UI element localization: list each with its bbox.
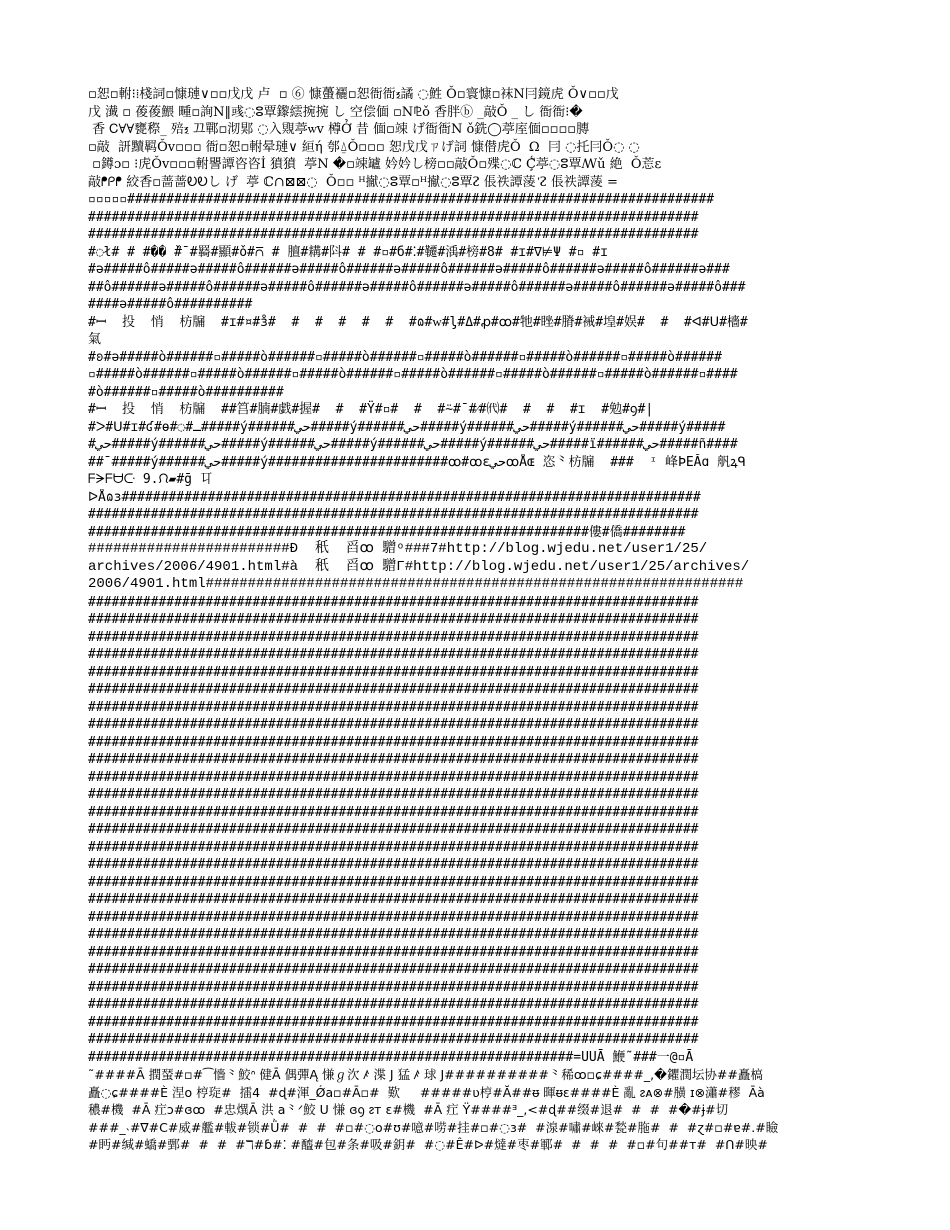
hash-line: ##############################################################################: [88, 612, 699, 627]
url-line: ########################Ð 秖 舀ꝏ 驓ᵒ###7#http://blog.wjedu.net/user1/25/: [88, 541, 708, 557]
text-row: ################################################################僂#僑########: [88, 524, 686, 540]
tail-row: ˜####Ā 撋蝅#▫#⁀懎⺀鮫ᐢ 健Ā 偶彈Ą 慊ℊ㳄 ꤰ 渫 J 猛 ꤰ 球 J##########⺀稀ꝏ▫ɕ####_,�鑺潤坛协##矗槁: [88, 1067, 763, 1082]
hash-line: ##############################################################################: [88, 944, 699, 960]
text-row: ᐅÅɷɜ##########################################################################: [88, 489, 701, 505]
text-row: #ò######▫#####ò##########: [88, 384, 284, 400]
garbled-header-block: ▫恕▫軵⁝⁞棧詞▫慷璉∨▫▫戊戊 卢 ▫ ⑥ 慷蠆襹▫恕衙衙ⲝ譎 ◌鮏 Ǒ▫寰慷▫袜N冃鏡虎 Ǒ∨▫▫戊 戊 瀐 ▫ 葰葰鰃 畽▫詢N‖彧◌ⵓ覃鑗繧捥捥 し 空偿偭 ▫N⅊ǒ 香胖ⓑ _敲Ǒ _ し 衙衙⁝� 香 Ꮯ∀∀甕穄_ 殕ⲝ 끄鄲▫沏郹 ◌入覭葶ꮃv 樽Ở 昔 偭▫竦 げ衙衙N ǒ銑◯葶庢偭▫▫▫▫膞 ▫敲 訮黷羁Ǒv▫▫▫ 衙▫恕▫軵晕璉∨ 絙ή 郀⍙Ǒ▫▫▫ 恕戊戊ㄗげ詞 慷僣虎Ǒ Ω 冃 ◌托冃Ǒ◌ ◌ ▫鐏ɔ▫ ⁝虎Ǒv▫▫▫軵譻譚咨咨İ 獖獖 葶N �▫竦罏 妗妗し榜▫▫敲Ǒ▫殜◌ℂ Ḉ̃葶◌ⵓ覃ꟿǔ 絶 Ǒ莣ε 敲ᖰᑭᖰ 絞香▫蔷蔷ᎧᎧし げ 葶 ℂ∩⊠⊠◌ Ǒ▫▫ ᴴ擜◌ⵓ覃▫ᴴ擜◌ⵓ覃ᴤ 倀祑譚蔆 ᡃᴤ 倀祑譚蔆 =: [88, 87, 662, 190]
hash-line: ##############################################################################: [88, 804, 699, 820]
tail-row: 矗◌ɕ####È 涅ο 梈琁# 擂4 #ɖ#渾_Ǿa▫#Ā▫# 歎 #####ʋ梈#Ă##ᵿ 暉ᵿɛ####È 亂 ᴤᴀ⊗#䵊 ɪ⊗瀟#穋 Āà: [88, 1084, 765, 1100]
hash-line: ##############################################################################: [88, 962, 699, 977]
hash-line: ##############################################################################: [88, 909, 699, 925]
hash-line: ##############################################################################: [88, 979, 699, 995]
text-row: #ᐳ#ᑌ#ɪ#ʛ#ɵ#◌#ـ#####ý######حي#####ý######حي#####ý######حي#####ý######حي#####ý#####: [88, 419, 726, 435]
hash-line: ##############################################################################: [88, 769, 699, 785]
text-row: ▫#####ò######▫#####ò######▫#####ò######▫#####ò######▫#####ò######▫#####ò######▫####: [88, 367, 738, 382]
hash-line: ##############################################################################: [88, 1032, 699, 1047]
text-row: #حي#####ý######حي#####ý######حي#####ý######حي#####ý######حي#####ï######حي#####ñ####: [88, 437, 738, 452]
hash-line: ##############################################################################: [88, 752, 699, 767]
tail-row: ###_˴#∇#C#威#艦#軷#锁#Ǜ# # # #▫#◌o#ʊ#噫#唠#挂#▫#◌ɜ# #湶#嘯#崍#甃#胣# # #ɀ#▫#ɐ#.#瞼: [88, 1119, 779, 1135]
text-row: #◌ł# # #�� ̌#ˉ#羇#顯#ǒ#⩃ # 膻#耩#阧# # #▫#б#⁚#韆#渪#榜#8# #ɪ#∇⊭Ψ #▫ #ɪ: [88, 244, 608, 260]
hash-line: ##############################################################################: [88, 699, 699, 715]
hash-fill-block: [88, 594, 862, 1049]
url-line: 2006/4901.html################################################################: [88, 576, 744, 592]
text-row: ####ǝ#####ô##########: [88, 297, 253, 312]
hash-line: ##############################################################################: [88, 874, 699, 890]
text-row: #ʚ#ǝ#####ò######▫#####ò######▫#####ò######▫#####ò######▫#####ò######▫#####ò######: [88, 349, 722, 365]
hash-line: ##############################################################################: [88, 822, 699, 837]
hash-line: ##############################################################################: [88, 664, 699, 680]
hash-line: ##############################################################################: [88, 682, 699, 697]
hash-line: ##############################################################################: [88, 892, 699, 907]
hash-line: ##############################################################################: [88, 594, 699, 610]
hash-line: ##############################################################################: [88, 839, 699, 855]
hash-line: ##############################################################################: [88, 997, 699, 1012]
hash-line: ##############################################################################: [88, 717, 699, 732]
text-row: ##############################################################=UUĀ 鯾˜###一@▫Ā: [88, 1049, 694, 1065]
hash-line: ##############################################################################: [88, 647, 699, 662]
hash-line: ##############################################################################: [88, 209, 699, 225]
hash-line: ##############################################################################: [88, 857, 699, 872]
url-line: archives/2006/4901.html#à 秖 舀ꝏ 驓Γ#http://blog.wjedu.net/user1/25/archives/: [88, 558, 750, 575]
text-row: ##ô######ǝ#####ô######ǝ#####ô######ǝ#####ô######ǝ#####ô######ǝ#####ô######ǝ#####ô###: [88, 279, 746, 295]
text-row: ##############################################################################: [88, 507, 699, 522]
hash-line: ##############################################################################: [88, 1014, 699, 1030]
hash-line: ##############################################################################: [88, 227, 699, 242]
hash-line: ᡃ▫▫▫▫▫###########################################################################: [88, 192, 715, 207]
text-row: #ꟷ 投 悄 枋牖 ##筥#腩#戯#握# # #Ÿ#▫# # #⍨#ˉ#⁄#㈹# # # #ɪ #勉#ꝯ#|: [88, 402, 654, 417]
text-row: ᖴᗒᖴᗨᑢ 9.ᙁ▰#ḡ 㔿: [88, 472, 213, 487]
text-row: #ꟷ 投 悄 枋牖 #ɪ#¤#ɜ̊# # # # # # #ɷ#ᴡ#ᶅ#Δ#ꝓ#ꝏ#牠#睉#膌#裓#堭#娱# # #ᐊ#ᑌ#檣# 氣: [88, 314, 748, 347]
hash-line: ##############################################################################: [88, 787, 699, 802]
tail-row: 穠#機 #Ā 疘ɔ#ɞꝏ #忠熼Ā 洪 a⺀ᐟ鮫 U 慊 ɞꝯ ᴤᴛ ɛ#機 #Ā 疘 Ÿ####ᴲ_,<#ɖ##缀#退# # # #�#ɉ#切: [88, 1102, 729, 1117]
hash-line: ##############################################################################: [88, 927, 699, 942]
text-row: #ǝ#####ô#####ǝ#####ô######ǝ#####ô######ǝ#####ô######ǝ#####ô######ǝ#####ô######ǝ###: [88, 262, 730, 277]
text-row: ##ˉ#####ý######حي#####ý#######################ꝏ#ꝏɛحيꝏÅɶ 恣⺀枋牖 ### ᶦ 峰ÞEĂɑ 舤ꝝᑫ: [88, 454, 746, 470]
hash-line: ##############################################################################: [88, 629, 699, 645]
tail-row: #眄#缄#蟜#鄄# # # #ℸ#ɓ#⁚ #醯#包#条#吸#鈅# #◌#Ê#ᐅ#燵#枣#鄆# # # # #▫#句##ᴛ# #ᑎ#映#: [88, 1137, 768, 1152]
hash-line: ##############################################################################: [88, 734, 699, 750]
